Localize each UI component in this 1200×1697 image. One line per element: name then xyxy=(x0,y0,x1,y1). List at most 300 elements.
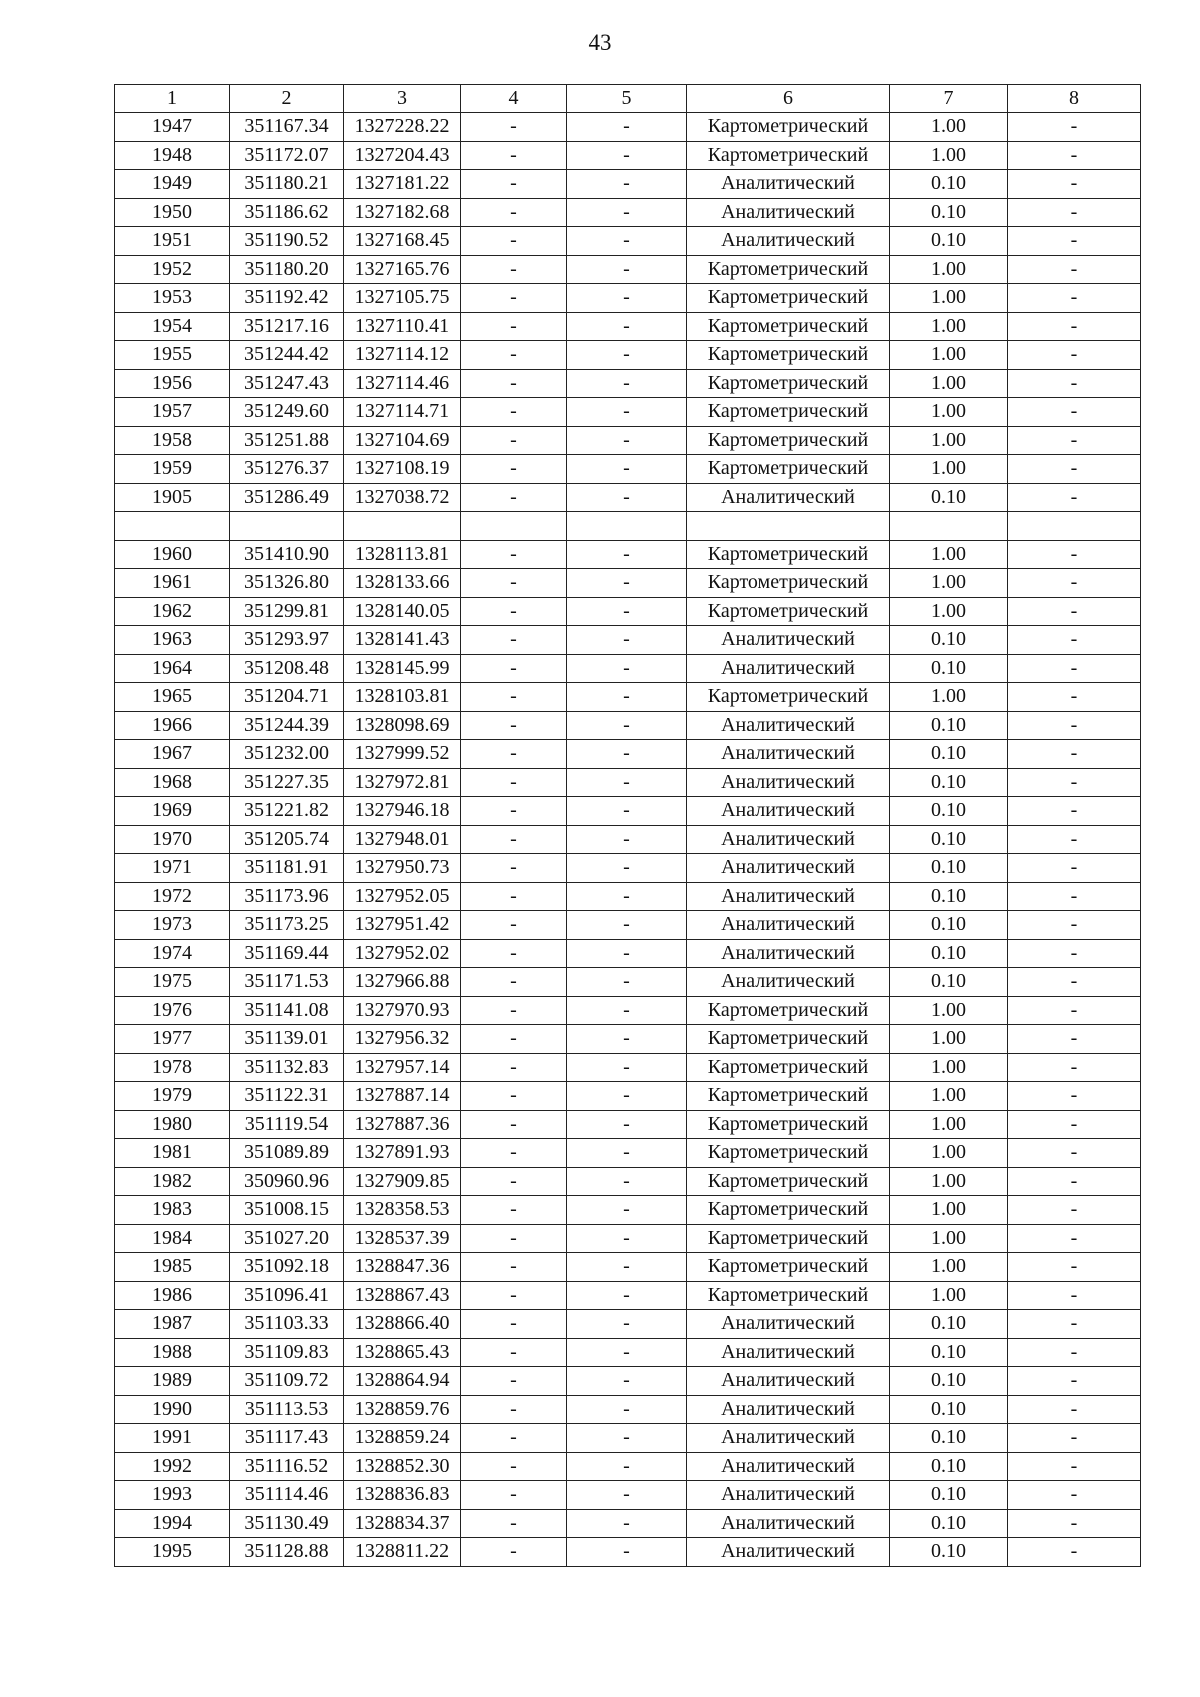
column-4-cell: - xyxy=(461,939,567,968)
column-4-cell: - xyxy=(461,597,567,626)
accuracy-cell: 0.10 xyxy=(890,911,1008,940)
y-coordinate-cell: 1328103.81 xyxy=(344,683,461,712)
x-coordinate-cell: 351181.91 xyxy=(230,854,344,883)
accuracy-cell: 0.10 xyxy=(890,797,1008,826)
accuracy-cell: 0.10 xyxy=(890,939,1008,968)
method-cell: Аналитический xyxy=(687,654,890,683)
column-8-cell: - xyxy=(1008,1224,1141,1253)
point-number-cell: 1905 xyxy=(115,483,230,512)
column-4-cell: - xyxy=(461,1424,567,1453)
accuracy-cell: 0.10 xyxy=(890,227,1008,256)
accuracy-cell xyxy=(890,512,1008,541)
point-number-cell: 1989 xyxy=(115,1367,230,1396)
table-row xyxy=(115,768,1141,797)
accuracy-cell: 1.00 xyxy=(890,284,1008,313)
column-4-cell: - xyxy=(461,1281,567,1310)
table-row xyxy=(115,1082,1141,1111)
y-coordinate-cell: 1327110.41 xyxy=(344,312,461,341)
point-number-cell: 1972 xyxy=(115,882,230,911)
method-cell: Аналитический xyxy=(687,939,890,968)
accuracy-cell: 0.10 xyxy=(890,170,1008,199)
column-4-cell: - xyxy=(461,1110,567,1139)
x-coordinate-cell: 351141.08 xyxy=(230,996,344,1025)
x-coordinate-cell: 351122.31 xyxy=(230,1082,344,1111)
y-coordinate-cell: 1327956.32 xyxy=(344,1025,461,1054)
x-coordinate-cell: 351027.20 xyxy=(230,1224,344,1253)
column-8-cell: - xyxy=(1008,1395,1141,1424)
method-cell: Аналитический xyxy=(687,626,890,655)
table-row xyxy=(115,255,1141,284)
column-4-cell: - xyxy=(461,284,567,313)
accuracy-cell: 0.10 xyxy=(890,711,1008,740)
x-coordinate-cell: 351190.52 xyxy=(230,227,344,256)
column-8-cell: - xyxy=(1008,426,1141,455)
column-8-cell: - xyxy=(1008,540,1141,569)
method-cell: Аналитический xyxy=(687,1338,890,1367)
column-4-cell: - xyxy=(461,654,567,683)
accuracy-cell: 1.00 xyxy=(890,341,1008,370)
table-row xyxy=(115,1110,1141,1139)
x-coordinate-cell: 351293.97 xyxy=(230,626,344,655)
table-row xyxy=(115,426,1141,455)
column-4-cell: - xyxy=(461,426,567,455)
x-coordinate-cell: 351113.53 xyxy=(230,1395,344,1424)
point-number-cell: 1953 xyxy=(115,284,230,313)
table-row xyxy=(115,654,1141,683)
column-8-cell: - xyxy=(1008,1338,1141,1367)
column-5-cell: - xyxy=(567,1253,687,1282)
column-5-cell: - xyxy=(567,597,687,626)
column-4-cell: - xyxy=(461,255,567,284)
method-cell: Картометрический xyxy=(687,1110,890,1139)
point-number-cell: 1971 xyxy=(115,854,230,883)
table-row xyxy=(115,284,1141,313)
method-cell: Аналитический xyxy=(687,882,890,911)
method-cell: Аналитический xyxy=(687,740,890,769)
method-cell: Аналитический xyxy=(687,170,890,199)
column-5-cell: - xyxy=(567,882,687,911)
method-cell: Аналитический xyxy=(687,1424,890,1453)
point-number-cell: 1977 xyxy=(115,1025,230,1054)
column-4-cell: - xyxy=(461,113,567,142)
accuracy-cell: 0.10 xyxy=(890,626,1008,655)
point-number-cell xyxy=(115,512,230,541)
method-cell: Картометрический xyxy=(687,255,890,284)
y-coordinate-cell: 1327970.93 xyxy=(344,996,461,1025)
method-cell: Картометрический xyxy=(687,312,890,341)
point-number-cell: 1974 xyxy=(115,939,230,968)
table-row xyxy=(115,626,1141,655)
column-5-cell: - xyxy=(567,1281,687,1310)
column-5-cell: - xyxy=(567,1509,687,1538)
x-coordinate-cell: 351172.07 xyxy=(230,141,344,170)
accuracy-cell: 0.10 xyxy=(890,1310,1008,1339)
method-cell: Картометрический xyxy=(687,113,890,142)
x-coordinate-cell: 351117.43 xyxy=(230,1424,344,1453)
method-cell: Картометрический xyxy=(687,1053,890,1082)
point-number-cell: 1995 xyxy=(115,1538,230,1567)
accuracy-cell: 0.10 xyxy=(890,768,1008,797)
column-4-cell: - xyxy=(461,1196,567,1225)
column-8-cell: - xyxy=(1008,1538,1141,1567)
column-8-cell: - xyxy=(1008,825,1141,854)
method-cell: Аналитический xyxy=(687,1367,890,1396)
column-8-cell: - xyxy=(1008,113,1141,142)
accuracy-cell: 0.10 xyxy=(890,1395,1008,1424)
column-4-cell: - xyxy=(461,341,567,370)
point-number-cell: 1981 xyxy=(115,1139,230,1168)
y-coordinate-cell: 1327909.85 xyxy=(344,1167,461,1196)
x-coordinate-cell: 351173.25 xyxy=(230,911,344,940)
column-5-cell: - xyxy=(567,113,687,142)
table-row xyxy=(115,683,1141,712)
point-number-cell: 1954 xyxy=(115,312,230,341)
x-coordinate-cell: 351217.16 xyxy=(230,312,344,341)
column-8-cell: - xyxy=(1008,312,1141,341)
column-4-cell: - xyxy=(461,825,567,854)
table-row xyxy=(115,1310,1141,1339)
table-row xyxy=(115,398,1141,427)
y-coordinate-cell: 1327952.05 xyxy=(344,882,461,911)
column-8-cell: - xyxy=(1008,1082,1141,1111)
column-5-cell: - xyxy=(567,369,687,398)
point-number-cell: 1958 xyxy=(115,426,230,455)
column-4-cell: - xyxy=(461,911,567,940)
point-number-cell: 1963 xyxy=(115,626,230,655)
column-4-cell: - xyxy=(461,1481,567,1510)
table-row xyxy=(115,1367,1141,1396)
x-coordinate-cell: 351096.41 xyxy=(230,1281,344,1310)
accuracy-cell: 0.10 xyxy=(890,483,1008,512)
y-coordinate-cell: 1328847.36 xyxy=(344,1253,461,1282)
accuracy-cell: 1.00 xyxy=(890,426,1008,455)
table-row xyxy=(115,825,1141,854)
y-coordinate-cell: 1327114.46 xyxy=(344,369,461,398)
column-8-cell: - xyxy=(1008,1424,1141,1453)
table-row xyxy=(115,1224,1141,1253)
column-4-cell xyxy=(461,512,567,541)
x-coordinate-cell: 351244.42 xyxy=(230,341,344,370)
x-coordinate-cell: 351410.90 xyxy=(230,540,344,569)
column-5-cell: - xyxy=(567,825,687,854)
column-5-cell: - xyxy=(567,1538,687,1567)
point-number-cell: 1983 xyxy=(115,1196,230,1225)
x-coordinate-cell: 351089.89 xyxy=(230,1139,344,1168)
column-5-cell: - xyxy=(567,312,687,341)
x-coordinate-cell: 351119.54 xyxy=(230,1110,344,1139)
column-5-cell: - xyxy=(567,1452,687,1481)
accuracy-cell: 0.10 xyxy=(890,198,1008,227)
column-4-cell: - xyxy=(461,797,567,826)
point-number-cell: 1976 xyxy=(115,996,230,1025)
column-8-cell: - xyxy=(1008,1253,1141,1282)
point-number-cell: 1973 xyxy=(115,911,230,940)
column-8-cell: - xyxy=(1008,1025,1141,1054)
point-number-cell: 1959 xyxy=(115,455,230,484)
column-8-cell: - xyxy=(1008,369,1141,398)
y-coordinate-cell: 1327114.71 xyxy=(344,398,461,427)
point-number-cell: 1993 xyxy=(115,1481,230,1510)
y-coordinate-cell: 1328133.66 xyxy=(344,569,461,598)
accuracy-cell: 0.10 xyxy=(890,1509,1008,1538)
table-row xyxy=(115,1139,1141,1168)
point-number-cell: 1961 xyxy=(115,569,230,598)
x-coordinate-cell: 351186.62 xyxy=(230,198,344,227)
column-4-cell: - xyxy=(461,854,567,883)
column-5-cell: - xyxy=(567,1424,687,1453)
column-8-cell: - xyxy=(1008,996,1141,1025)
table-row xyxy=(115,797,1141,826)
table-row xyxy=(115,711,1141,740)
y-coordinate-cell: 1327108.19 xyxy=(344,455,461,484)
point-number-cell: 1986 xyxy=(115,1281,230,1310)
accuracy-cell: 1.00 xyxy=(890,1082,1008,1111)
y-coordinate-cell: 1327204.43 xyxy=(344,141,461,170)
method-cell: Аналитический xyxy=(687,768,890,797)
y-coordinate-cell: 1327891.93 xyxy=(344,1139,461,1168)
x-coordinate-cell: 351109.83 xyxy=(230,1338,344,1367)
point-number-cell: 1990 xyxy=(115,1395,230,1424)
column-4-cell: - xyxy=(461,1224,567,1253)
method-cell: Картометрический xyxy=(687,1253,890,1282)
y-coordinate-cell: 1327181.22 xyxy=(344,170,461,199)
column-8-cell: - xyxy=(1008,711,1141,740)
column-5-cell: - xyxy=(567,284,687,313)
column-4-cell: - xyxy=(461,1025,567,1054)
table-row xyxy=(115,113,1141,142)
y-coordinate-cell: 1327182.68 xyxy=(344,198,461,227)
method-cell: Картометрический xyxy=(687,426,890,455)
table-row xyxy=(115,911,1141,940)
y-coordinate-cell: 1327105.75 xyxy=(344,284,461,313)
y-coordinate-cell: 1328867.43 xyxy=(344,1281,461,1310)
y-coordinate-cell: 1328836.83 xyxy=(344,1481,461,1510)
column-4-cell: - xyxy=(461,1253,567,1282)
table-row xyxy=(115,882,1141,911)
point-number-cell: 1956 xyxy=(115,369,230,398)
method-cell: Аналитический xyxy=(687,1310,890,1339)
column-4-cell: - xyxy=(461,398,567,427)
column-5-cell: - xyxy=(567,1196,687,1225)
accuracy-cell: 1.00 xyxy=(890,1281,1008,1310)
accuracy-cell: 1.00 xyxy=(890,1110,1008,1139)
column-5-cell: - xyxy=(567,569,687,598)
method-cell: Картометрический xyxy=(687,1224,890,1253)
y-coordinate-cell: 1327887.14 xyxy=(344,1082,461,1111)
column-8-cell: - xyxy=(1008,198,1141,227)
column-8-cell: - xyxy=(1008,1196,1141,1225)
accuracy-cell: 0.10 xyxy=(890,1424,1008,1453)
column-5-cell: - xyxy=(567,1481,687,1510)
point-number-cell: 1985 xyxy=(115,1253,230,1282)
accuracy-cell: 0.10 xyxy=(890,740,1008,769)
method-cell: Аналитический xyxy=(687,1395,890,1424)
table-row xyxy=(115,369,1141,398)
y-coordinate-cell: 1328811.22 xyxy=(344,1538,461,1567)
table-row xyxy=(115,141,1141,170)
point-number-cell: 1978 xyxy=(115,1053,230,1082)
y-coordinate-cell: 1327228.22 xyxy=(344,113,461,142)
point-number-cell: 1991 xyxy=(115,1424,230,1453)
method-cell: Аналитический xyxy=(687,227,890,256)
table-row xyxy=(115,1253,1141,1282)
y-coordinate-cell: 1328141.43 xyxy=(344,626,461,655)
y-coordinate-cell: 1327887.36 xyxy=(344,1110,461,1139)
point-number-cell: 1957 xyxy=(115,398,230,427)
column-4-cell: - xyxy=(461,483,567,512)
method-cell: Картометрический xyxy=(687,369,890,398)
point-number-cell: 1984 xyxy=(115,1224,230,1253)
x-coordinate-cell: 351103.33 xyxy=(230,1310,344,1339)
point-number-cell: 1960 xyxy=(115,540,230,569)
column-5-cell: - xyxy=(567,854,687,883)
column-8-cell: - xyxy=(1008,227,1141,256)
y-coordinate-cell: 1328537.39 xyxy=(344,1224,461,1253)
y-coordinate-cell: 1327999.52 xyxy=(344,740,461,769)
table-row xyxy=(115,1025,1141,1054)
column-4-cell: - xyxy=(461,1167,567,1196)
method-cell: Картометрический xyxy=(687,597,890,626)
y-coordinate-cell: 1327957.14 xyxy=(344,1053,461,1082)
x-coordinate-cell: 351128.88 xyxy=(230,1538,344,1567)
method-cell: Картометрический xyxy=(687,284,890,313)
x-coordinate-cell: 351173.96 xyxy=(230,882,344,911)
column-4-cell: - xyxy=(461,683,567,712)
column-5-cell: - xyxy=(567,1082,687,1111)
column-4-cell: - xyxy=(461,198,567,227)
column-header: 3 xyxy=(344,85,461,113)
column-8-cell: - xyxy=(1008,1310,1141,1339)
accuracy-cell: 1.00 xyxy=(890,141,1008,170)
column-8-cell: - xyxy=(1008,1110,1141,1139)
column-5-cell: - xyxy=(567,1167,687,1196)
point-number-cell: 1949 xyxy=(115,170,230,199)
table-row xyxy=(115,996,1141,1025)
x-coordinate-cell: 351299.81 xyxy=(230,597,344,626)
point-number-cell: 1964 xyxy=(115,654,230,683)
column-5-cell: - xyxy=(567,768,687,797)
column-5-cell: - xyxy=(567,1139,687,1168)
column-8-cell: - xyxy=(1008,284,1141,313)
point-number-cell: 1951 xyxy=(115,227,230,256)
column-5-cell: - xyxy=(567,683,687,712)
column-5-cell: - xyxy=(567,1053,687,1082)
table-row xyxy=(115,227,1141,256)
column-8-cell: - xyxy=(1008,854,1141,883)
column-header: 8 xyxy=(1008,85,1141,113)
column-5-cell: - xyxy=(567,483,687,512)
table-row xyxy=(115,939,1141,968)
method-cell: Картометрический xyxy=(687,1281,890,1310)
x-coordinate-cell: 351139.01 xyxy=(230,1025,344,1054)
y-coordinate-cell: 1327104.69 xyxy=(344,426,461,455)
table-row xyxy=(115,1424,1141,1453)
accuracy-cell: 0.10 xyxy=(890,1367,1008,1396)
table-row xyxy=(115,341,1141,370)
column-header: 1 xyxy=(115,85,230,113)
x-coordinate-cell: 351171.53 xyxy=(230,968,344,997)
table-row xyxy=(115,1338,1141,1367)
column-8-cell: - xyxy=(1008,597,1141,626)
y-coordinate-cell: 1328140.05 xyxy=(344,597,461,626)
accuracy-cell: 1.00 xyxy=(890,683,1008,712)
point-number-cell: 1980 xyxy=(115,1110,230,1139)
point-number-cell: 1955 xyxy=(115,341,230,370)
accuracy-cell: 0.10 xyxy=(890,1481,1008,1510)
accuracy-cell: 1.00 xyxy=(890,369,1008,398)
column-8-cell: - xyxy=(1008,255,1141,284)
accuracy-cell: 1.00 xyxy=(890,312,1008,341)
y-coordinate-cell: 1328859.24 xyxy=(344,1424,461,1453)
x-coordinate-cell: 351227.35 xyxy=(230,768,344,797)
x-coordinate-cell: 351169.44 xyxy=(230,939,344,968)
y-coordinate-cell: 1327952.02 xyxy=(344,939,461,968)
method-cell: Аналитический xyxy=(687,1538,890,1567)
column-8-cell: - xyxy=(1008,797,1141,826)
accuracy-cell: 1.00 xyxy=(890,113,1008,142)
table-row xyxy=(115,540,1141,569)
method-cell: Картометрический xyxy=(687,1025,890,1054)
accuracy-cell: 1.00 xyxy=(890,996,1008,1025)
y-coordinate-cell: 1327946.18 xyxy=(344,797,461,826)
accuracy-cell: 1.00 xyxy=(890,1167,1008,1196)
column-8-cell: - xyxy=(1008,398,1141,427)
y-coordinate-cell: 1328865.43 xyxy=(344,1338,461,1367)
column-8-cell: - xyxy=(1008,968,1141,997)
y-coordinate-cell: 1327165.76 xyxy=(344,255,461,284)
column-4-cell: - xyxy=(461,1452,567,1481)
accuracy-cell: 1.00 xyxy=(890,255,1008,284)
point-number-cell: 1988 xyxy=(115,1338,230,1367)
table-row xyxy=(115,740,1141,769)
column-8-cell: - xyxy=(1008,939,1141,968)
column-8-cell: - xyxy=(1008,683,1141,712)
accuracy-cell: 1.00 xyxy=(890,1253,1008,1282)
point-number-cell: 1965 xyxy=(115,683,230,712)
accuracy-cell: 0.10 xyxy=(890,854,1008,883)
column-5-cell: - xyxy=(567,1367,687,1396)
accuracy-cell: 1.00 xyxy=(890,1025,1008,1054)
column-5-cell: - xyxy=(567,626,687,655)
table-row xyxy=(115,1053,1141,1082)
method-cell: Аналитический xyxy=(687,911,890,940)
x-coordinate-cell: 351232.00 xyxy=(230,740,344,769)
column-4-cell: - xyxy=(461,1509,567,1538)
y-coordinate-cell: 1327966.88 xyxy=(344,968,461,997)
x-coordinate-cell: 351247.43 xyxy=(230,369,344,398)
table-row xyxy=(115,1196,1141,1225)
column-header: 6 xyxy=(687,85,890,113)
column-4-cell: - xyxy=(461,1053,567,1082)
column-4-cell: - xyxy=(461,768,567,797)
column-5-cell: - xyxy=(567,426,687,455)
column-5-cell xyxy=(567,512,687,541)
column-4-cell: - xyxy=(461,1395,567,1424)
accuracy-cell: 0.10 xyxy=(890,882,1008,911)
method-cell: Аналитический xyxy=(687,711,890,740)
column-8-cell: - xyxy=(1008,170,1141,199)
column-8-cell: - xyxy=(1008,882,1141,911)
accuracy-cell: 0.10 xyxy=(890,825,1008,854)
x-coordinate-cell: 351221.82 xyxy=(230,797,344,826)
column-8-cell: - xyxy=(1008,1481,1141,1510)
accuracy-cell: 1.00 xyxy=(890,1196,1008,1225)
accuracy-cell: 1.00 xyxy=(890,398,1008,427)
column-5-cell: - xyxy=(567,540,687,569)
column-5-cell: - xyxy=(567,939,687,968)
column-8-cell: - xyxy=(1008,1139,1141,1168)
column-5-cell: - xyxy=(567,1310,687,1339)
